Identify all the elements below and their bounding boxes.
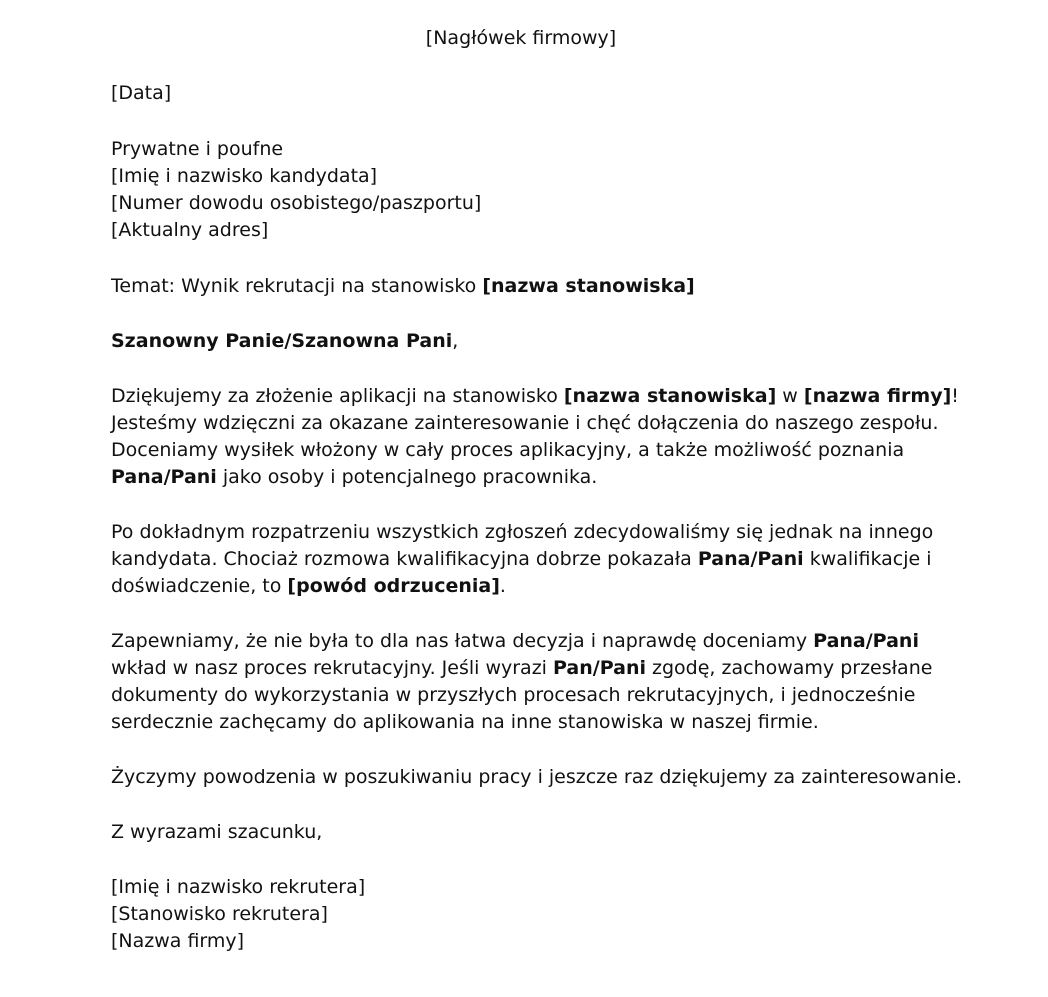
paragraph-assurance-line4: serdecznie zachęcamy do aplikowania na inne stanowiska w naszej firmie. [111, 711, 819, 733]
paragraph-thanks-line2: Jesteśmy wdzięczni za okazane zainteresowanie i chęć dołączenia do naszego zespołu. [111, 412, 939, 434]
paragraph-decision-line2 [111, 546, 971, 573]
recipient-block [111, 136, 971, 244]
text-run: zgodę, zachowamy przesłane [645, 657, 933, 679]
text-run: kwalifikacje i [803, 548, 932, 570]
letter-date: [Data] [111, 82, 172, 104]
subject-prefix: Temat: Wynik rekrutacji na stanowisko [111, 275, 483, 297]
paragraph-assurance-line2 [111, 655, 971, 682]
paragraph-thanks-line3: Doceniamy wysiłek włożony w cały proces aplikacyjny, a także możliwość poznania [111, 439, 905, 461]
company-header: [Nagłówek firmowy] [425, 27, 617, 49]
text-run: ! [951, 385, 959, 407]
signature-title: [Stanowisko rekrutera] [111, 903, 328, 925]
placeholder-company: [nazwa firmy] [803, 385, 952, 407]
closing-phrase: Z wyrazami szacunku, [111, 821, 323, 843]
recipient-confidential: Prywatne i poufne [111, 138, 284, 160]
text-run: jako osoby i potencjalnego pracownika. [216, 466, 598, 488]
text-run: w [776, 385, 804, 407]
placeholder-honorific: Pana/Pani [813, 630, 919, 652]
subject-line [111, 273, 971, 300]
paragraph-thanks [111, 383, 971, 491]
paragraph-thanks-line4 [111, 464, 971, 491]
recipient-address: [Aktualny adres] [111, 219, 269, 241]
text-run: kandydata. Chociaż rozmowa kwalifikacyjna dobrze pokazała [111, 548, 698, 570]
paragraph-thanks-line1 [111, 383, 971, 410]
paragraph-assurance-line1 [111, 628, 971, 655]
text-run: wkład w nasz proces rekrutacyjny. Jeśli wyrazi [111, 657, 553, 679]
placeholder-position: [nazwa stanowiska] [563, 385, 777, 407]
subject-position: [nazwa stanowiska] [482, 275, 695, 297]
recipient-name: [Imię i nazwisko kandydata] [111, 165, 378, 187]
paragraph-decision-line1: Po dokładnym rozpatrzeniu wszystkich zgłoszeń zdecydowaliśmy się jednak na innego [111, 521, 934, 543]
paragraph-decision [111, 519, 971, 600]
paragraph-wishes [111, 764, 971, 791]
text-run: Dziękujemy za złożenie aplikacji na stanowisko [111, 385, 564, 407]
signature-company: [Nazwa firmy] [111, 930, 245, 952]
signature-name: [Imię i nazwisko rekrutera] [111, 876, 366, 898]
text-run: . [499, 575, 506, 597]
placeholder-honorific: Pana/Pani [111, 466, 217, 488]
paragraph-wishes-text: Życzymy powodzenia w poszukiwaniu pracy i jeszcze raz dziękujemy za zainteresowanie. [111, 766, 963, 788]
recipient-id-number: [Numer dowodu osobistego/paszportu] [111, 192, 482, 214]
letter-body [111, 80, 971, 955]
paragraph-assurance-line3: dokumenty do wykorzystania w przyszłych procesach rekrutacyjnych, i jednocześnie [111, 684, 916, 706]
placeholder-honorific: Pana/Pani [697, 548, 804, 570]
text-run: Zapewniamy, że nie była to dla nas łatwa decyzja i naprawdę doceniamy [111, 630, 814, 652]
paragraph-decision-line3 [111, 573, 971, 600]
text-run: doświadczenie, to [111, 575, 288, 597]
placeholder-rejection-reason: [powód odrzucenia] [287, 575, 500, 597]
salutation-comma: , [452, 330, 459, 352]
signature-block [111, 874, 971, 955]
salutation-text: Szanowny Panie/Szanowna Pani [111, 330, 453, 352]
paragraph-assurance [111, 628, 971, 736]
salutation [111, 328, 971, 355]
placeholder-honorific: Pan/Pani [553, 657, 646, 679]
